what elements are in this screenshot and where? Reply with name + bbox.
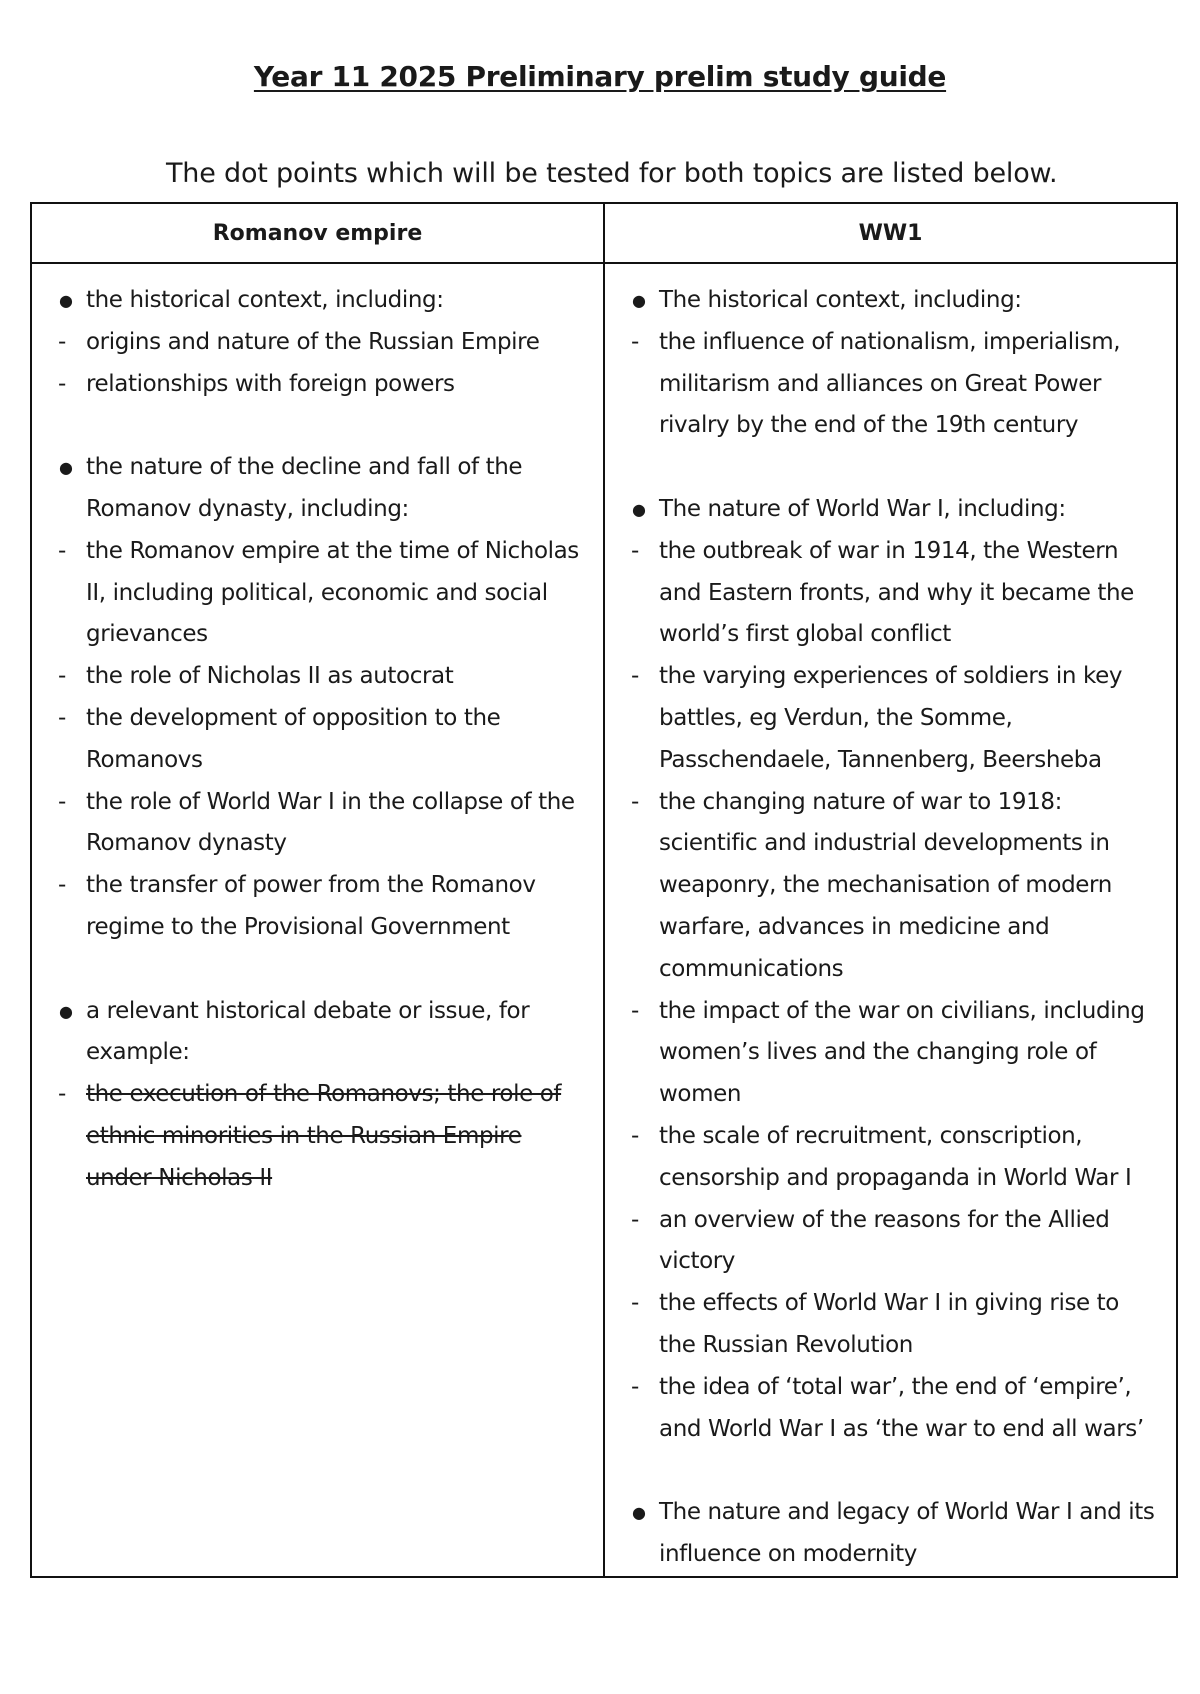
romanov-column (31, 263, 604, 1577)
bullet-icon: ● (632, 1503, 646, 1523)
point-text: the role of World War I in the collapse of the Romanov dynasty (86, 788, 575, 857)
point-text: the influence of nationalism, imperialism, militarism and alliances on Great Power rivalry by the end of the 19th century (659, 328, 1121, 439)
bullet-icon: ● (59, 458, 73, 478)
point-text: the development of opposition to the Romanovs (86, 704, 501, 773)
dash-icon: - (631, 1206, 639, 1233)
bullet-icon: ● (632, 291, 646, 310)
dash-icon: - (631, 1122, 639, 1149)
sub-point (629, 1200, 1162, 1284)
dash-icon: - (58, 704, 66, 731)
point-text: the role of Nicholas II as autocrat (86, 663, 454, 690)
sub-point (56, 782, 589, 866)
page-title: Year 11 2025 Preliminary prelim study guide (253, 60, 947, 93)
point-text: the execution of the Romanovs; the role of ethnic minorities in the Russian Empire under Nicholas II (86, 1081, 562, 1191)
dash-icon: - (631, 663, 639, 690)
dash-icon: - (631, 788, 639, 815)
romanov-dot-points (56, 280, 589, 1200)
point-text: origins and nature of the Russian Empire (86, 328, 540, 355)
dash-icon: - (58, 872, 66, 899)
sub-point (629, 656, 1162, 781)
point-text: the Romanov empire at the time of Nicholas II, including political, economic and social grievances (86, 537, 579, 648)
point-text: the nature of the decline and fall of the Romanov dynasty, including: (86, 454, 523, 522)
dot-point (629, 489, 1162, 531)
point-text: the impact of the war on civilians, including women’s lives and the changing role of women (659, 997, 1145, 1108)
bullet-icon: ● (59, 291, 73, 310)
spacer (629, 1450, 1162, 1492)
sub-point (56, 698, 589, 782)
dot-point (56, 447, 589, 531)
point-text: an overview of the reasons for the Allied victory (659, 1206, 1110, 1275)
intro-text: The dot points which will be tested for both topics are listed below. (166, 158, 1058, 189)
sub-point (56, 865, 589, 949)
point-text: relationships with foreign powers (86, 370, 455, 397)
study-guide-table (30, 202, 1178, 1578)
dash-icon: - (631, 328, 639, 355)
dash-icon: - (58, 788, 66, 815)
dash-icon: - (631, 1373, 639, 1400)
bullet-icon: ● (632, 499, 646, 519)
dash-icon: - (58, 328, 66, 355)
point-text: a relevant historical debate or issue, for example: (86, 997, 530, 1066)
sub-point (629, 782, 1162, 991)
sub-point (629, 991, 1162, 1116)
spacer (629, 447, 1162, 489)
dot-point (629, 280, 1162, 322)
dot-point (56, 991, 589, 1075)
header-row (31, 203, 1177, 263)
sub-point (56, 1074, 589, 1199)
point-text: the changing nature of war to 1918: scientific and industrial developments in weaponry, the mechanisation of modern warfare, advances in medicine and communications (659, 788, 1112, 982)
dash-icon: - (631, 997, 639, 1024)
sub-point (629, 1367, 1162, 1451)
point-text: The historical context, including: (659, 287, 1022, 313)
point-text: the historical context, including: (86, 287, 444, 313)
dash-icon: - (58, 663, 66, 690)
point-text: the transfer of power from the Romanov regime to the Provisional Government (86, 872, 536, 940)
sub-point (629, 322, 1162, 447)
dash-icon: - (631, 537, 639, 564)
sub-point (56, 531, 589, 656)
ww1-dot-points (629, 280, 1162, 1576)
dash-icon: - (58, 370, 66, 397)
sub-point (629, 1116, 1162, 1200)
dot-point (56, 280, 589, 322)
header-romanov-empire: Romanov empire (31, 203, 604, 263)
header-ww1: WW1 (604, 203, 1177, 263)
point-text: The nature and legacy of World War I and its influence on modernity (659, 1499, 1155, 1567)
point-text: the scale of recruitment, conscription, censorship and propaganda in World War I (659, 1122, 1132, 1191)
sub-point (56, 364, 589, 406)
dash-icon: - (58, 537, 66, 564)
dot-point (629, 1492, 1162, 1576)
dash-icon: - (631, 1290, 639, 1317)
point-text: the effects of World War I in giving rise to the Russian Revolution (659, 1290, 1119, 1358)
content-row (31, 263, 1177, 1577)
point-text: the outbreak of war in 1914, the Western and Eastern fronts, and why it became the world’s first global conflict (659, 537, 1134, 648)
bullet-icon: ● (59, 1001, 73, 1021)
sub-point (629, 531, 1162, 656)
ww1-column (604, 263, 1177, 1577)
point-text: the varying experiences of soldiers in key battles, eg Verdun, the Somme, Passchendaele, Tannenberg, Beersheba (659, 663, 1123, 773)
point-text: the idea of ‘total war’, the end of ‘empire’, and World War I as ‘the war to end all wars’ (659, 1373, 1144, 1442)
dash-icon: - (58, 1081, 66, 1108)
spacer (56, 405, 589, 447)
point-text: The nature of World War I, including: (659, 495, 1066, 522)
sub-point (56, 656, 589, 698)
sub-point (629, 1283, 1162, 1367)
sub-point (56, 322, 589, 364)
spacer (56, 949, 589, 991)
